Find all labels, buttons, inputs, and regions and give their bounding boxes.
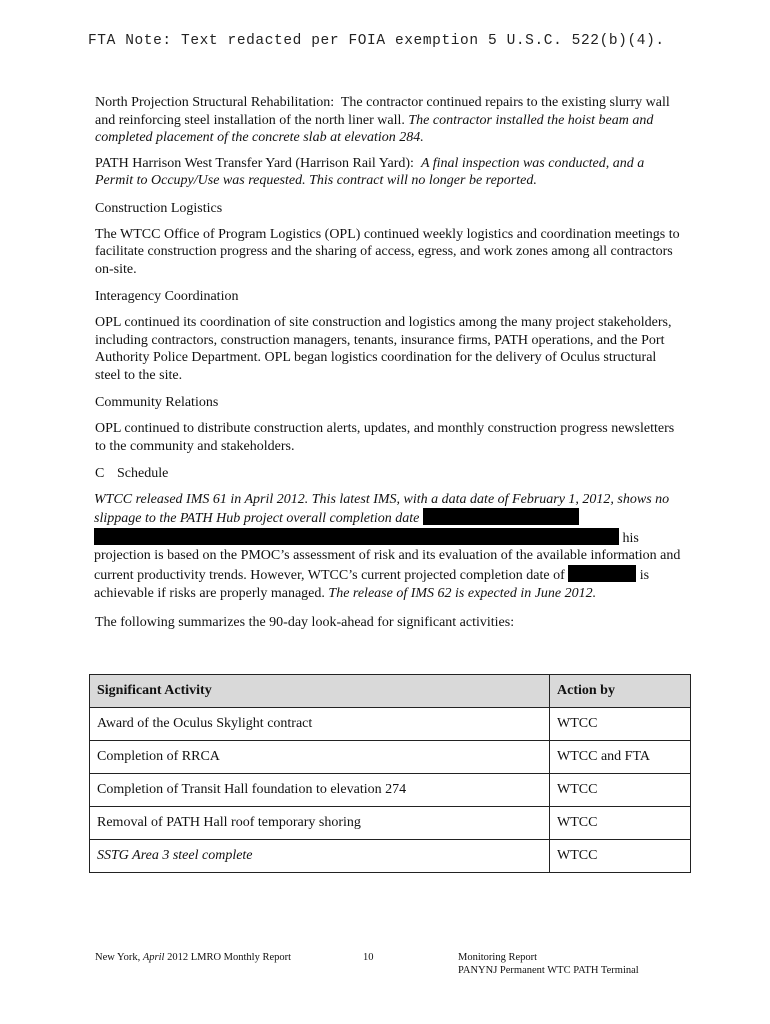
schedule-title: Schedule bbox=[117, 466, 169, 482]
interagency-text: OPL continued its coordination of site construction and logistics among the many project stakeholders, including contractors, construction managers, tenants, insurance firms, PATH operations, and the Port Authority Police Department. OPL began logistics coordination for the delivery of Oculus structural steel to the site. bbox=[95, 314, 672, 383]
path-harrison-paragraph bbox=[95, 155, 685, 190]
footer-right-line1: Monitoring Report bbox=[458, 952, 538, 963]
interagency-heading: Interagency Coordination bbox=[95, 289, 239, 305]
construction-logistics-heading: Construction Logistics bbox=[95, 200, 223, 216]
action-by-cell: WTCC bbox=[550, 807, 691, 840]
footer-right bbox=[458, 951, 639, 977]
action-by-cell: WTCC bbox=[550, 708, 691, 741]
schedule-italic-3: The release of IMS 62 is expected in June 2012. bbox=[328, 585, 597, 601]
action-by-cell: WTCC bbox=[550, 840, 691, 873]
north-projection-text: The contractor continued repairs to the existing slurry wall and reinforcing steel installation of the north liner wall. bbox=[95, 95, 670, 128]
path-harrison-italic: A final inspection was conducted, and a Permit to Occupy/Use was requested. This contract will no longer be reported. bbox=[95, 155, 645, 189]
footer-right-line2: PANYNJ Permanent WTC PATH Terminal bbox=[458, 965, 639, 976]
north-projection-label: North Projection Structural Rehabilitation: bbox=[95, 95, 335, 110]
activity-cell: Award of the Oculus Skylight contract bbox=[90, 708, 550, 741]
action-by-cell: WTCC and FTA bbox=[550, 741, 691, 774]
activity-cell: Completion of RRCA bbox=[90, 741, 550, 774]
lookahead-intro: The following summarizes the 90-day look-ahead for significant activities: bbox=[95, 615, 515, 631]
fta-note: FTA Note: Text redacted per FOIA exemption 5 U.S.C. 522(b)(4). bbox=[88, 33, 665, 49]
schedule-letter: C bbox=[95, 466, 105, 482]
north-projection-italic: The contractor installed the hoist beam and completed placement of the concrete slab at elevation 284. bbox=[95, 112, 654, 146]
schedule-italic-1: WTCC released IMS 61 in April 2012. This latest IMS, with a data date of February 1, 2012, shows no slippage to the PATH Hub project overall completion date bbox=[94, 491, 670, 527]
construction-logistics-text: The WTCC Office of Program Logistics (OPL) continued weekly logistics and coordination meetings to facilitate construction progress and the sharing of access, egress, and work zones among all contractors on-site. bbox=[95, 226, 680, 277]
schedule-heading bbox=[95, 465, 685, 483]
table-header-row bbox=[90, 675, 691, 708]
activity-cell: Removal of PATH Hall roof temporary shoring bbox=[90, 807, 550, 840]
lookahead-table bbox=[89, 674, 691, 873]
action-by-cell: WTCC bbox=[550, 774, 691, 807]
table-row bbox=[90, 708, 691, 741]
redaction-block bbox=[423, 508, 579, 525]
page-number: 10 bbox=[363, 952, 374, 963]
report-body bbox=[95, 94, 685, 640]
activity-cell: SSTG Area 3 steel complete bbox=[90, 840, 550, 873]
footer-left-prefix: New York, bbox=[95, 952, 141, 963]
header-significant-activity: Significant Activity bbox=[90, 675, 550, 708]
footer-left-suffix: 2012 LMRO Monthly Report bbox=[167, 952, 292, 963]
table-row bbox=[90, 774, 691, 807]
north-projection-paragraph bbox=[95, 94, 685, 147]
redaction-block bbox=[94, 528, 619, 545]
table-row bbox=[90, 741, 691, 774]
redaction-block bbox=[568, 565, 636, 582]
table-row bbox=[90, 840, 691, 873]
table-row bbox=[90, 807, 691, 840]
footer-left bbox=[95, 951, 291, 964]
header-action-by: Action by bbox=[550, 675, 691, 708]
community-text: OPL continued to distribute construction alerts, updates, and monthly construction progress newsletters to the community and stakeholders. bbox=[95, 420, 675, 454]
schedule-text-3: is achievable if risks are properly managed. bbox=[94, 568, 650, 601]
schedule-after-redaction: his bbox=[622, 530, 639, 546]
activity-cell: Completion of Transit Hall foundation to elevation 274 bbox=[90, 774, 550, 807]
schedule-text-2: projection is based on the PMOC’s assessment of risk and its evaluation of the available information and current productivity trends. However, WTCC’s current projected completion date of bbox=[94, 548, 681, 584]
community-heading: Community Relations bbox=[95, 395, 219, 411]
footer-left-italic: April bbox=[142, 952, 165, 963]
schedule-paragraph bbox=[94, 491, 685, 603]
path-harrison-label: PATH Harrison West Transfer Yard (Harrison Rail Yard): bbox=[95, 155, 414, 171]
